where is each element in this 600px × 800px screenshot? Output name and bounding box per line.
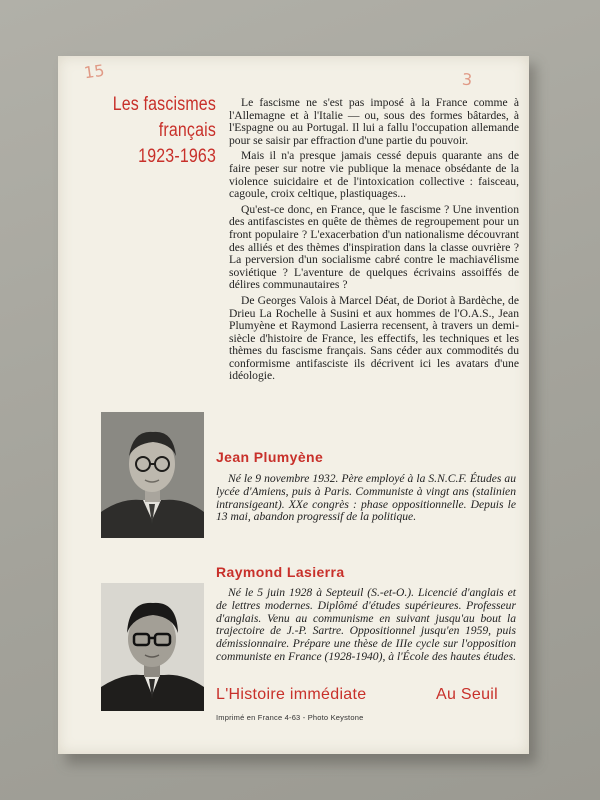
pencil-mark-left: 15 [82, 60, 106, 83]
author-name-lasierra: Raymond Lasierra [216, 564, 345, 580]
author-name-plumyene: Jean Plumyène [216, 449, 324, 465]
book-title [107, 92, 216, 170]
portrait-icon [101, 412, 204, 538]
author-bio-plumyene [216, 473, 516, 524]
author-bio-lasierra [216, 587, 516, 664]
blurb-paragraph-3: Qu'est-ce donc, en France, que le fascisme ? Une invention des antifascistes en quête de thèmes de regroupement pour un front populaire ? L'exacerbation d'un nationalisme découvrant des alliés et des thèmes d'inspiration dans la classe ouvrière ? La perversion d'un socialisme cabré contre le machiavélisme soviétique ? L'aventure de quelques écrivains assoiffés de délires communautaires ? [229, 202, 519, 292]
pencil-mark-right: 3 [461, 69, 473, 90]
author-bio-text: Né le 9 novembre 1932. Père employé à la S.N.C.F. Études au lycée d'Amiens, puis à Paris. Communiste à vingt ans (stalinien intransigeant). XXe congrès : phase oppositionnelle. Depuis le 13 mai, abandon progressif de la politique. [216, 472, 516, 524]
author-bio-text: Né le 5 juin 1928 à Septeuil (S.-et-O.). Licencié d'anglais et de lettres modernes. Diplômé d'études supérieures. Professeur d'anglais. Venu au communisme en suivant jusqu'au bout la trajectoire de J.-P. Sartre. Oppositionnel jusqu'en 1959, puis démissionnaire. Prépare une thèse de IIIe cycle sur l'opposition communiste en France (1928-1940), à l'École des hautes études. [216, 586, 516, 663]
blurb-paragraph-4: De Georges Valois à Marcel Déat, de Doriot à Bardèche, de Drieu La Rochelle à Susini et aux hommes de l'O.A.S., Jean Plumyène et Raymond Lasierra recensent, à travers un demi-siècle d'histoire de France, les effectifs, les techniques et les thèmes du fascisme français. Sans céder aux commodités du conformisme antifasciste ils décrivent ici les avatars d'une idéologie. [229, 293, 519, 383]
title-line-3: 1923-1963 [138, 146, 216, 167]
portrait-icon [101, 583, 204, 711]
series-name: L'Histoire immédiate [216, 686, 367, 703]
blurb-paragraph-2: Mais il n'a presque jamais cessé depuis quarante ans de faire peser sur notre vie publique la menace obsédante de la violence suicidaire et de l'intoxication collective : faisceau, cagoule, croix celtique, plastiquages... [229, 149, 519, 201]
title-line-1: Les fascismes [112, 94, 216, 115]
author-photo-plumyene [101, 412, 204, 538]
imprint-line: Imprimé en France 4-63 - Photo Keystone [216, 713, 364, 722]
publisher-name: Au Seuil [436, 686, 498, 703]
blurb-paragraph-1: Le fascisme ne s'est pas imposé à la France comme à l'Allemagne et à l'Italie — ou, sous des formes bâtardes, à l'Espagne ou au Portugal. Il lui a fallu l'occupation allemande pour se saisir par effraction d'une partie du pouvoir. [229, 96, 519, 147]
title-line-2: français [158, 120, 216, 141]
author-photo-lasierra [101, 583, 204, 711]
blurb-text [229, 97, 519, 386]
